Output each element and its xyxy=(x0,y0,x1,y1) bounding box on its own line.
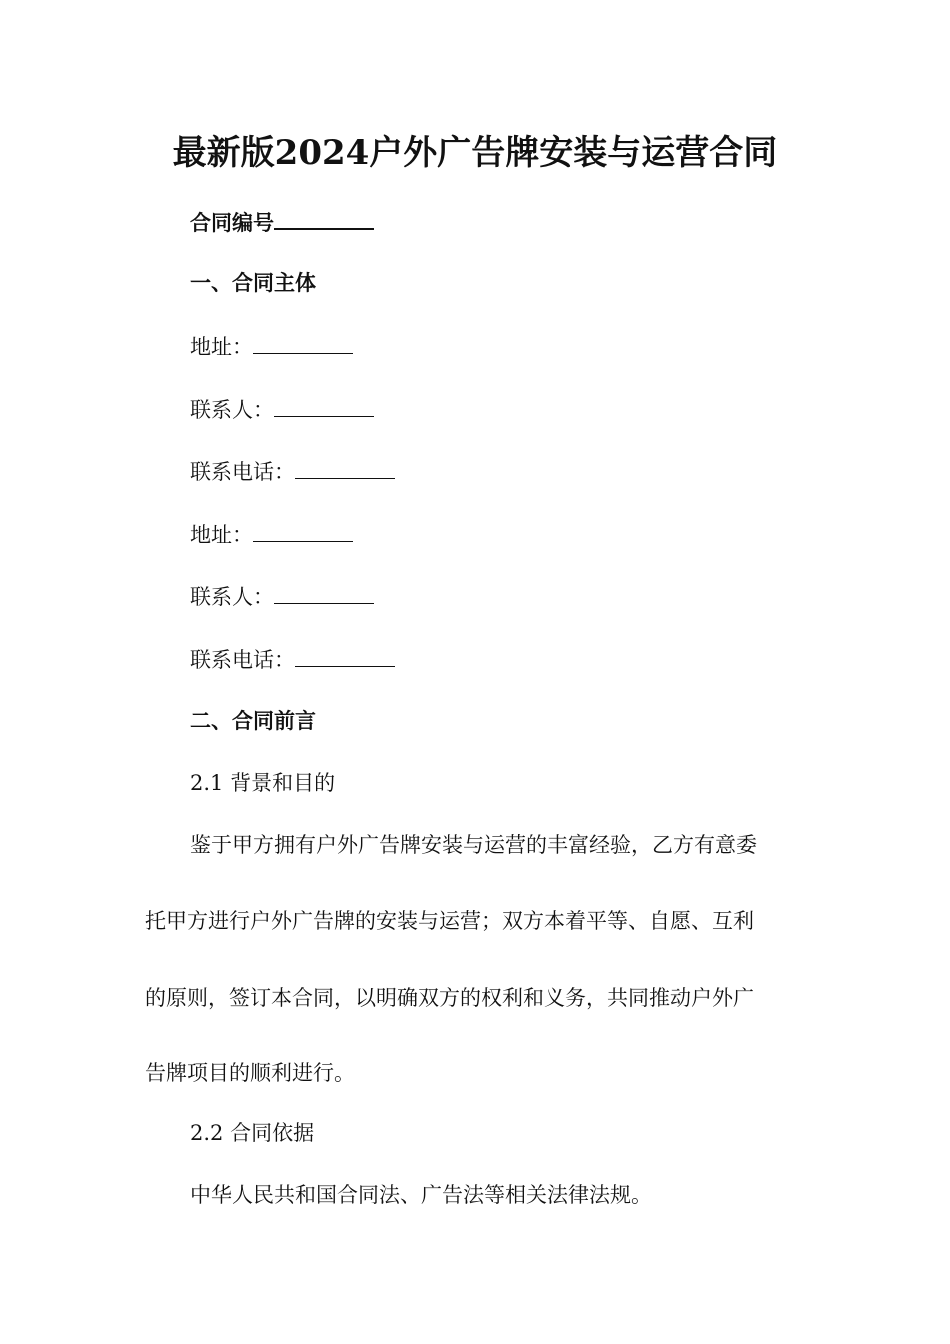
party-a-contact-label: 联系人： xyxy=(190,398,274,422)
document-title: 最新版2024户外广告牌安装与运营合同 xyxy=(172,133,778,173)
party-b-contact-label: 联系人： xyxy=(190,585,274,609)
party-b-address-label: 地址： xyxy=(190,523,253,547)
paragraph-line: 鉴于甲方拥有户外广告牌安装与运营的丰富经验，乙方有意委 xyxy=(190,833,757,857)
party-b-contact-row xyxy=(190,581,374,612)
party-a-phone-blank[interactable] xyxy=(295,456,395,479)
contract-number-label: 合同编号 xyxy=(190,210,274,235)
party-b-contact-blank[interactable] xyxy=(274,581,374,604)
party-b-phone-blank[interactable] xyxy=(295,644,395,667)
contract-number-row xyxy=(190,206,374,238)
party-b-phone-row xyxy=(190,644,395,675)
party-b-address-row xyxy=(190,519,353,550)
subsection-basis-heading: 2.2 合同依据 xyxy=(190,1121,315,1145)
section-heading-parties: 一、合同主体 xyxy=(190,270,316,295)
party-b-phone-label: 联系电话： xyxy=(190,648,295,672)
paragraph-line: 告牌项目的顺利进行。 xyxy=(145,1061,355,1085)
section-heading-preamble: 二、合同前言 xyxy=(190,708,316,733)
party-a-contact-blank[interactable] xyxy=(274,394,374,417)
party-a-phone-label: 联系电话： xyxy=(190,460,295,484)
party-a-address-row xyxy=(190,331,353,362)
subsection-background-heading: 2.1 背景和目的 xyxy=(190,771,336,795)
party-a-contact-row xyxy=(190,394,374,425)
party-b-address-blank[interactable] xyxy=(253,519,353,542)
party-a-address-label: 地址： xyxy=(190,335,253,359)
paragraph-line: 的原则，签订本合同，以明确双方的权利和义务，共同推动户外广 xyxy=(145,986,754,1010)
background-paragraph xyxy=(145,830,810,1090)
party-a-phone-row xyxy=(190,456,395,487)
basis-paragraph: 中华人民共和国合同法、广告法等相关法律法规。 xyxy=(190,1183,652,1207)
paragraph-line: 托甲方进行户外广告牌的安装与运营；双方本着平等、自愿、互利 xyxy=(145,909,754,933)
party-a-address-blank[interactable] xyxy=(253,331,353,354)
contract-number-blank[interactable] xyxy=(274,206,374,230)
